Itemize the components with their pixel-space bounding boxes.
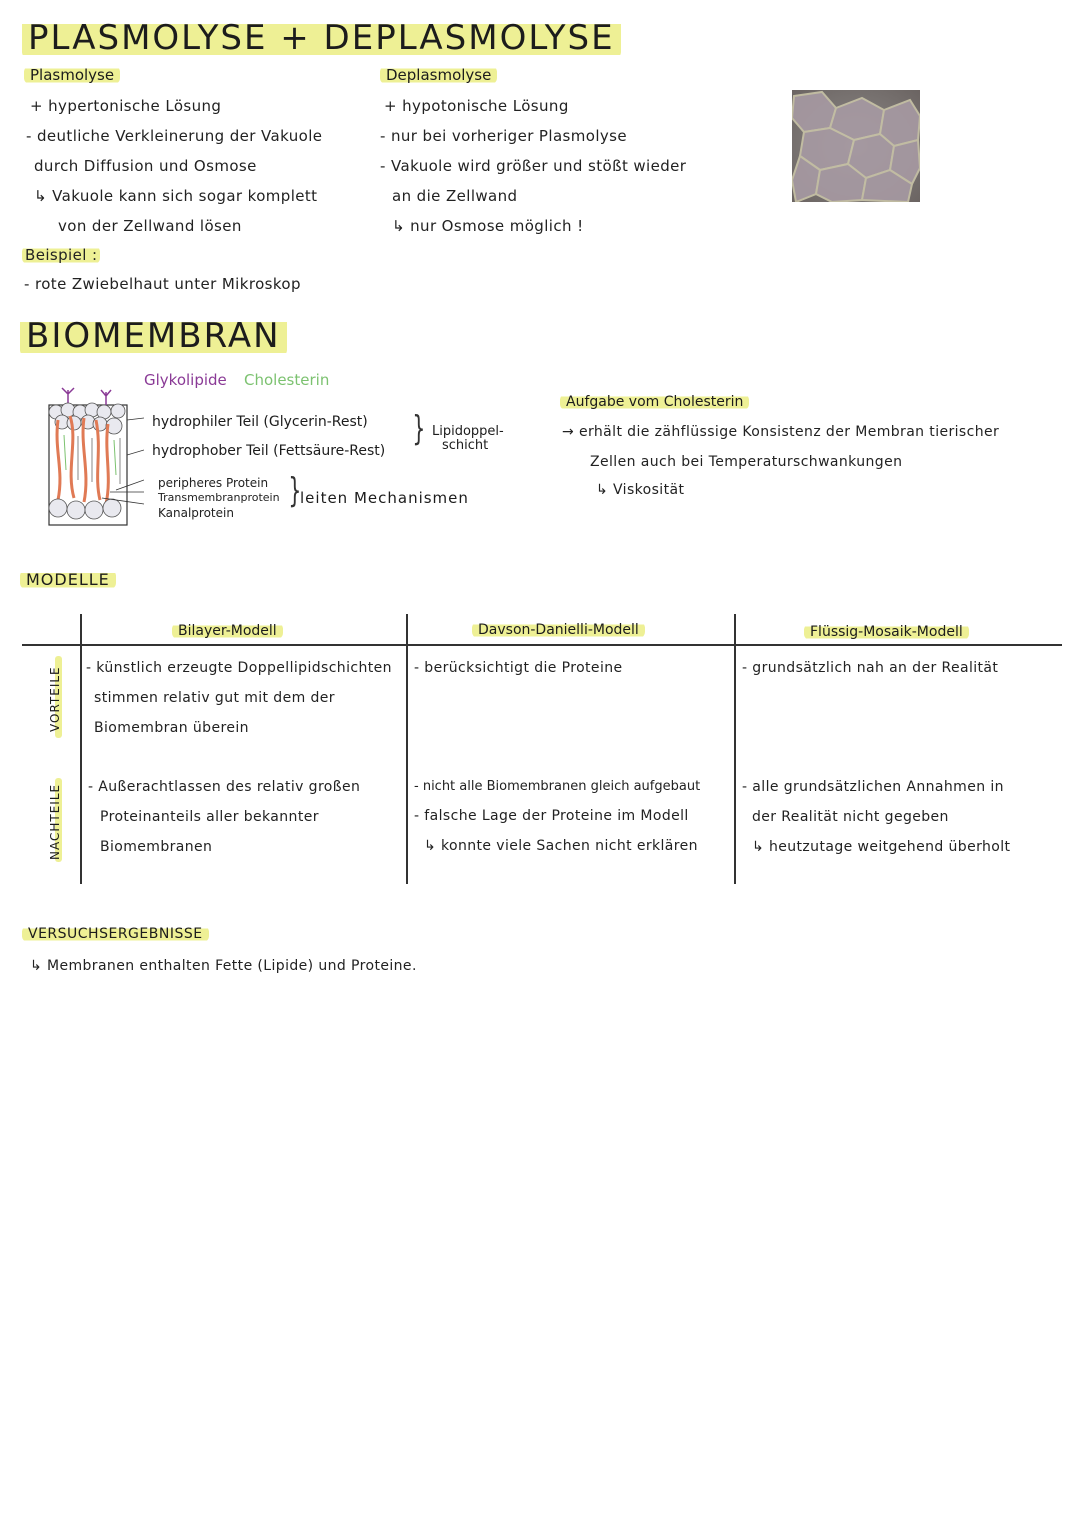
row-label-nachteile: NACHTEILE — [48, 783, 62, 860]
column-header: Bilayer-Modell — [172, 623, 283, 639]
table-cell: - künstlich erzeugte Doppellipidschichten — [86, 660, 392, 676]
trans-label: Transmembranprotein — [158, 491, 280, 504]
deplasmolyse-heading: Deplasmolyse — [380, 66, 497, 84]
column-header: Davson-Danielli-Modell — [472, 622, 645, 638]
table-cell: Biomembran überein — [94, 720, 249, 736]
row-label-vorteile: VORTEILE — [48, 666, 62, 732]
cholesterin-line: → erhält die zähflüssige Konsistenz der Membran tierischer — [562, 424, 1000, 440]
plasmolyse-title: PLASMOLYSE + DEPLASMOLYSE — [22, 18, 621, 58]
schicht-label: schicht — [442, 438, 489, 453]
table-cell: - falsche Lage der Proteine im Modell — [414, 808, 689, 824]
brace-icon: } — [288, 471, 302, 511]
table-cell: - grundsätzlich nah an der Realität — [742, 660, 999, 676]
table-cell: - nicht alle Biomembranen gleich aufgebaut — [414, 779, 701, 794]
table-divider — [80, 614, 82, 884]
glykolipide-label: Glykolipide — [144, 371, 227, 389]
plasmolyse-line: ↳ Vakuole kann sich sogar komplett — [34, 187, 318, 205]
versuchsergebnisse-title: VERSUCHSERGEBNISSE — [22, 926, 209, 942]
biomembran-title: BIOMEMBRAN — [20, 316, 287, 356]
deplasmolyse-line: ↳ nur Osmose möglich ! — [392, 217, 584, 235]
hydrophob-label: hydrophober Teil (Fettsäure-Rest) — [152, 443, 386, 459]
plasmolyse-line: durch Diffusion und Osmose — [34, 157, 257, 175]
deplasmolyse-line: - nur bei vorheriger Plasmolyse — [380, 127, 628, 145]
cholesterin-line: Zellen auch bei Temperaturschwankungen — [590, 454, 903, 470]
example-text: - rote Zwiebelhaut unter Mikroskop — [24, 275, 301, 293]
cholesterin-label: Cholesterin — [244, 371, 330, 389]
plasmolyse-line: von der Zellwand lösen — [58, 217, 242, 235]
column-header: Flüssig-Mosaik-Modell — [804, 624, 969, 640]
deplasmolyse-line: - Vakuole wird größer und stößt wieder — [380, 157, 687, 175]
table-cell: Biomembranen — [100, 839, 213, 855]
table-cell: ↳ konnte viele Sachen nicht erklären — [424, 838, 698, 854]
example-label: Beispiel : — [22, 246, 100, 264]
table-cell: stimmen relativ gut mit dem der — [94, 690, 335, 706]
lipid-label: Lipidoppel- — [432, 424, 504, 439]
cholesterin-heading: Aufgabe vom Cholesterin — [560, 394, 749, 410]
hydrophil-label: hydrophiler Teil (Glycerin-Rest) — [152, 414, 368, 430]
membrane-drawing — [44, 380, 144, 530]
table-cell: - berücksichtigt die Proteine — [414, 660, 623, 676]
plasmolyse-line: + hypertonische Lösung — [30, 97, 222, 115]
micrograph-image — [792, 90, 920, 202]
cholesterin-line: ↳ Viskosität — [596, 482, 685, 498]
versuchsergebnisse-line: ↳ Membranen enthalten Fette (Lipide) und Proteine. — [30, 958, 417, 974]
kanal-label: Kanalprotein — [158, 506, 234, 520]
table-cell: - Außerachtlassen des relativ großen — [88, 779, 361, 795]
table-cell: - alle grundsätzlichen Annahmen in — [742, 779, 1004, 795]
table-header-line — [22, 644, 1062, 646]
plasmolyse-line: - deutliche Verkleinerung der Vakuole — [26, 127, 323, 145]
table-cell: Proteinanteils aller bekannter — [100, 809, 319, 825]
brace-icon: } — [412, 409, 426, 449]
table-cell: ↳ heutzutage weitgehend überholt — [752, 839, 1011, 855]
plasmolyse-heading: Plasmolyse — [24, 66, 120, 84]
deplasmolyse-line: an die Zellwand — [392, 187, 518, 205]
membrane-diagram — [44, 380, 144, 530]
table-cell: der Realität nicht gegeben — [752, 809, 949, 825]
onion-cells-micrograph — [792, 90, 920, 202]
deplasmolyse-line: + hypotonische Lösung — [384, 97, 569, 115]
modelle-title: MODELLE — [20, 570, 116, 589]
table-divider — [734, 614, 736, 884]
table-divider — [406, 614, 408, 884]
mechanismen-label: leiten Mechanismen — [300, 489, 469, 507]
peripher-label: peripheres Protein — [158, 476, 269, 490]
